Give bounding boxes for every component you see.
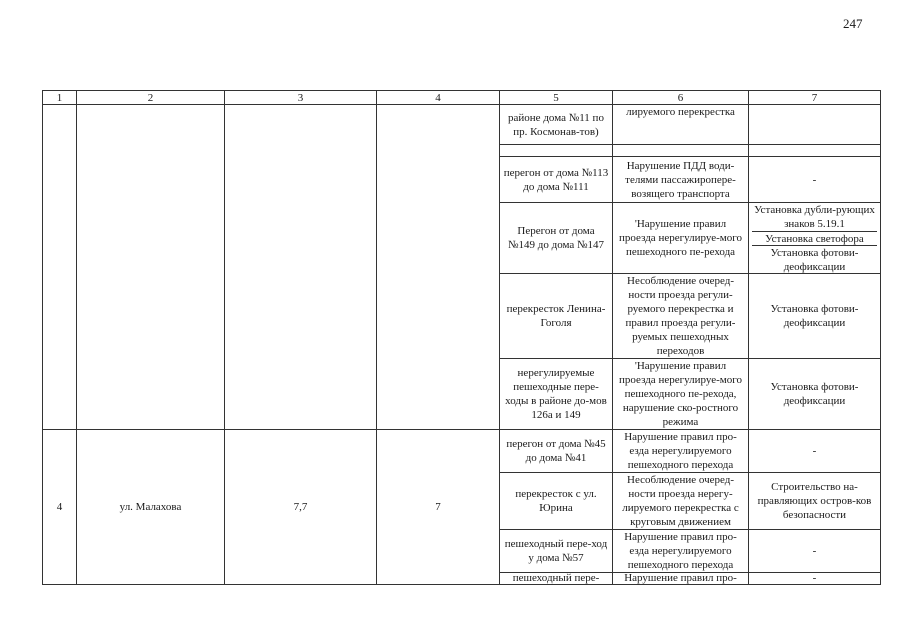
measure-item: Установка фотови-деофиксации: [770, 247, 859, 273]
header-cell-4: 4: [377, 91, 500, 105]
cell-empty-col3: [225, 105, 377, 430]
measure-cell: [749, 105, 881, 145]
header-cell-7: 7: [749, 91, 881, 105]
violation-cell: [613, 145, 749, 157]
violation-cell: лируемого перекрестка: [613, 105, 749, 145]
violation-cell: 'Нарушение правил проезда нерегулируе-мого пешеходного пе-рехода: [613, 203, 749, 274]
location-cell: нерегулируемые пешеходные пере-ходы в районе до-мов 126а и 149: [500, 359, 613, 430]
measure-cell-stack: [749, 203, 881, 274]
row-number-cell: 4: [43, 430, 77, 585]
violation-cell: 'Нарушение правил проезда нерегулируе-мого пешеходного пе-рехода, нарушение ско-ростного режима: [613, 359, 749, 430]
header-cell-2: 2: [77, 91, 225, 105]
page-number: 247: [843, 16, 863, 31]
measure-item: Установка дубли-рующих знаков 5.19.1: [752, 203, 877, 232]
violation-cell: Несоблюдение очеред-ности проезда нерегу-лируемого перекрестка с круговым движением: [613, 473, 749, 530]
location-cell: перекресток с ул. Юрина: [500, 473, 613, 530]
location-cell: пешеходный пере-ход у дома №57: [500, 530, 613, 573]
header-cell-3: 3: [225, 91, 377, 105]
location-cell: Перегон от дома №149 до дома №147: [500, 203, 613, 274]
header-cell-5: 5: [500, 91, 613, 105]
measure-cell: Установка фотови-деофиксации: [749, 359, 881, 430]
violation-cell: Нарушение ПДД води-телями пассажиропере-возящего транспорта: [613, 157, 749, 203]
cell-empty-col1: [43, 105, 77, 430]
measure-cell: -: [749, 573, 881, 585]
table-row: [43, 105, 881, 145]
cell-empty-col4: [377, 105, 500, 430]
location-cell: перегон от дома №113 до дома №111: [500, 157, 613, 203]
location-cell: перекресток Ленина-Гоголя: [500, 274, 613, 359]
location-cell: пешеходный пере-: [500, 573, 613, 585]
measure-item: Установка светофора: [752, 232, 877, 246]
measure-cell: Строительство на-правляющих остров-ков безопасности: [749, 473, 881, 530]
table-row: [43, 430, 881, 473]
location-cell: перегон от дома №45 до дома №41: [500, 430, 613, 473]
violation-cell: Несоблюдение очеред-ности проезда регули-руемого перекрестка и правил проезда регули-руемых пешеходных переходов: [613, 274, 749, 359]
measure-cell: -: [749, 430, 881, 473]
violation-cell: Нарушение правил про-езда нерегулируемого пешеходного перехода: [613, 430, 749, 473]
measure-cell: Установка фотови-деофиксации: [749, 274, 881, 359]
document-table: [42, 90, 881, 585]
length-cell: 7,7: [225, 430, 377, 585]
count-cell: 7: [377, 430, 500, 585]
cell-empty-col2: [77, 105, 225, 430]
violation-cell: Нарушение правил про-: [613, 573, 749, 585]
street-cell: ул. Малахова: [77, 430, 225, 585]
measure-cell: [749, 145, 881, 157]
measure-cell: -: [749, 530, 881, 573]
location-cell: [500, 145, 613, 157]
header-row: [43, 91, 881, 105]
measure-cell: -: [749, 157, 881, 203]
header-cell-1: 1: [43, 91, 77, 105]
location-cell: районе дома №11 по пр. Космонав-тов): [500, 105, 613, 145]
header-cell-6: 6: [613, 91, 749, 105]
violation-cell: Нарушение правил про-езда нерегулируемого пешеходного перехода: [613, 530, 749, 573]
